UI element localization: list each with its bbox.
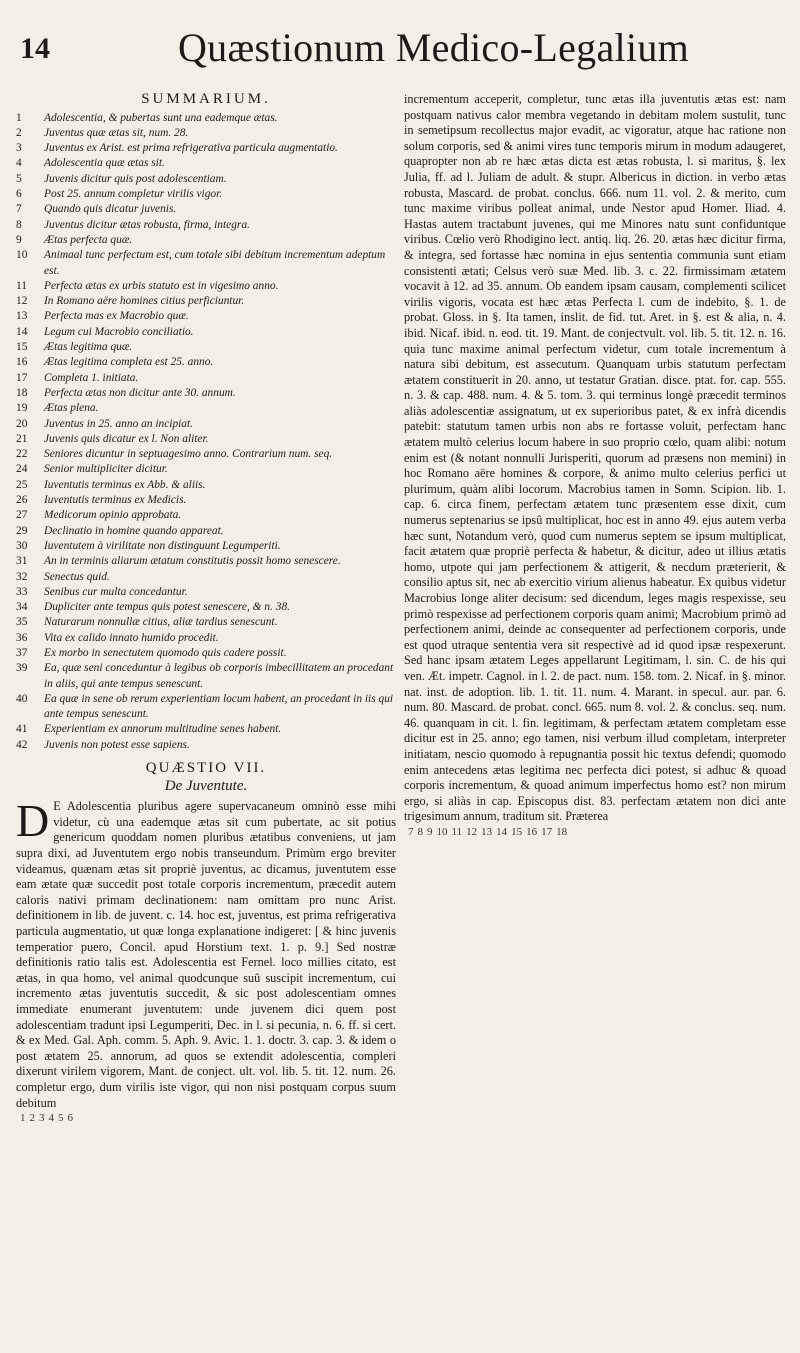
summarium-item-number: 11 bbox=[16, 279, 27, 292]
summarium-item bbox=[16, 615, 396, 630]
margin-number: 11 bbox=[451, 825, 463, 838]
summarium-item bbox=[16, 248, 396, 279]
margin-number: 17 bbox=[541, 825, 553, 838]
margin-number: 15 bbox=[511, 825, 523, 838]
margin-number: 2 bbox=[29, 1112, 35, 1125]
summarium-heading: SUMMARIUM. bbox=[141, 91, 271, 107]
page-header bbox=[0, 10, 800, 70]
summarium-item-text: Senibus cur multa concedantur. bbox=[44, 585, 188, 598]
summarium-item-text: Perfecta ætas ex urbis statuto est in vigesimo anno. bbox=[44, 279, 279, 292]
summarium-item-number: 26 bbox=[16, 494, 28, 507]
summarium-item bbox=[16, 722, 396, 737]
summarium-item-number: 12 bbox=[16, 295, 28, 308]
summarium-item-number: 15 bbox=[16, 341, 28, 354]
left-paragraph: E Adolescentia pluribus agere supervacaneum omninò esse mihi videtur, cù una eademque ætas sit cum pubertate, ac sit potius genericum quoddam nomen pluribus ætatibus conveniens, ut jam supra dixi, ad Juventutem ergo nobis transeundum. Primùm ergo breviter videamus, quænam ætas sit propriè juventus, ac dicamus, juventutem esse eam ætate quæ succedit post totale corporis incrementum, præcedit autem caloris nativi primam declinationem: nam omittam pro nunc Arist. definitionem in lib. de juvent. c. 14. hoc est, juventus, est prima refrigerativa particula augmentatio, ut quæ longa explanatione indigeret: [ & hinc juvenis temperatior puero, Concil. apud Horstium text. 1. p. 9.] Sed nostræ definitionis ratio talis est. Adolescentia est Fernel. loco millies citato, est ætas, in qua homo, vel animal quodcunque suû suscipit incrementum, cui incremento ætas juventutis succedit, & sic post adolescentiam omnes immediate enumerant juventutem: unde juvenem dici quem post adolescentiam tradunt ipsi Legumperiti, Dec. in l. si pecunia, n. 6. ff. si cert. & ex Med. Gal. Aph. comm. 5. Aph. 9. Avic. 1. 1. doctr. 3. cap. 3. & idem o post ætatem 25. annorum, ad quos se extendit adolescentia, compleri dixerunt virilem vigorem, Mant. de conject. ult. vol. lib. 5. tit. 12. num. 26. completur ergo, dum virilis iste vigor, qui non nisi postquam corpus suum debitum bbox=[16, 799, 396, 1110]
right-paragraph: incrementum acceperit, completur, tunc ætas illa juventutis ætas est: nam postquam nativus calor membra vegetando in debitam molem sustulit, tunc in semetipsum recollectus major evadit, ac vigoratur, atque hac ratione non solum corporis, sed & animi vires tunc temporis mirum in modum adaugeret, quapropter non ab re hæc ætas dicta est ætas robusta, l. si maritus, §. lex Julia, ff. ad l. Juliam de adult. & stupr. Albericus in diction. in verbo ætas robusta, Mascard. de probat. conclus. 666. num 11. vol. 2. & merito, cum tunc maxime viribus polleat animal, unde Nestor apud Homer. Iliad. 4. Hastas autem tractabunt juvenes, qui me Minores natu sunt confiduntque viribus. Cœlio verò Rhodigino lect. antiq. liq. 26. 20. ætas hæc dicitur firma, & integra, sed fortasse hæc nomina in ejus sententia communia sunt etiam consistenti ætati; Celsus verò suæ Med. lib. 3. c. 22. firmissimam ætatem vocavit à 12. ad 35. annum. Ob eandem ipsam causam, complementi scilicet virilis vigoris, vocata est hæc ætas Perfecta l. cum de indebito, §. 1. de probat. Gloss. in §. Ita tamen, inslit. de fid. tut. Aret. in §. est & alia, n. 4. ibid. Nicaf. ibid. n. eod. tit. 19. Mant. de conjectvult. vol. lib. 5. tit. 12. n. 16. quia tunc maxime animal perfectum videtur, cum totale incrementum à natura sibi debitum, est assecutum. Quanquam urbis statutum perfectam ætatem constituerit in 20. anno, ut testatur Gratian. disce. ptat. for. cap. 555. n. 3. & cap. 488. num. 4. & 5. tom. 3. qui terminus longè præcedit terminos aliàs adolescentiæ assignatum, ut ex superioribus patet, & ex infrà dicendis patebit: statutum tamen urbis non abs re fortasse voluit, perfectam hanc ætatem multò celerius locum habere in suo proprio cœlo, quam alibi: notum enim est (& notant nonnulli Jurisperiti, quorum ad præsens non memini) in hoc Romano aëre homines & corpore, & animo multo celerius perfici ut plurimum, quàm alibi locorum. Macrobius tamen in Somn. Scipion. lib. 1. cap. 6. circa finem, perfectam ætatem tunc præsentem esse dixit, cum numerus septenarius se ipsû multiplicat, hoc est in anno 49. ejus autem verba hæc sunt, Notandum verò, quod cum numerus septem se ipsum multiplicat, facit ætatem quæ propriè perfecta & habetur, & dicitur, adeo ut illius ætatis homo, utpote qui jam perfectionem & attigerit, & necdum præterierit, & consilio aptus sit, nec ab exercitio virium alienus habeatur. Ex quibus videtur Macrobius longe aliter decisum: sed dicendum, leges magis respexisse, seu primò respexisse ad perfectionem corporis quam animi; Macrobium primò ad perfectionem animi, deinde ac consequenter ad perfectionem corporis, unde est quod utraque sententia vera sit respectivè ad id quod ipsæ respexerunt. Sed hanc ipsam ætatem Leges appellarunt Legitimam, l. sin. C. de his qui ven. Æt. impetr. Cagnol. in l. 2. de pact. num. 158. tom. 2. Nicaf. in §. minor. nat. inst. de adoption. lib. 1. tit. 11. num. 4. Marant. in specul. aur. par. 6. num. 80. Mascard. de probat. concl. 665. num 8. vol. 2. & conclus. seq. num. 46. quanquam in cit. l. fin. legitimam, & perfectam ætatem completam esse dicitur est in 25. anno; ego tamen, nisi verbum illud completam, interpreter initiatam, nescio quomodo à repugnantia possit hic textus defendi; quomodo enim antecedens ætas legitima nec perfecta dici potest, si adhuc & quoad corporis incrementum, & quoad animum imperfectus homo est? non mirum ergo, si aliàs in cap. Episcopus dist. 83. perfectam ætatem non dici ante trigesimum annum, traditum sit. Præterea bbox=[404, 92, 786, 824]
summarium-item bbox=[16, 570, 396, 585]
summarium-item bbox=[16, 172, 396, 187]
margin-number: 13 bbox=[481, 825, 493, 838]
summarium-item-number: 9 bbox=[16, 233, 22, 246]
summarium-item bbox=[16, 111, 396, 126]
margin-number: 4 bbox=[48, 1112, 54, 1125]
quaestio-heading: QUÆSTIO VII. bbox=[145, 760, 267, 777]
summarium-item-text: Perfecta ætas non dicitur ante 30. annum. bbox=[44, 386, 236, 399]
summarium-item bbox=[16, 218, 396, 233]
summarium-item bbox=[16, 202, 396, 217]
summarium-item-text: Declinatio in homine quando appareat. bbox=[44, 524, 224, 537]
summarium-item-text: Juventus ex Arist. est prima refrigerativa particula augmentatio. bbox=[44, 142, 338, 155]
summarium-item-number: 35 bbox=[16, 616, 28, 629]
summarium-item-number: 21 bbox=[16, 432, 28, 445]
summarium-item-text: Ætas perfecta quæ. bbox=[44, 233, 133, 246]
summarium-item-text: Juventus quæ ætas sit, num. 28. bbox=[44, 126, 189, 139]
summarium-item-text: Iuventutem à virilitate non distinguunt Legumperiti. bbox=[44, 539, 281, 552]
summarium-item-text: Perfecta mas ex Macrobio quæ. bbox=[44, 310, 189, 323]
summarium-item bbox=[16, 187, 396, 202]
summarium-item-number: 14 bbox=[16, 325, 28, 338]
summarium-item bbox=[16, 646, 396, 661]
summarium-item-text: Adolescentia quæ ætas sit. bbox=[44, 157, 165, 170]
summarium-item bbox=[16, 294, 396, 309]
summarium-item bbox=[16, 600, 396, 615]
summarium-item-text: Post 25. annum completur virilis vigor. bbox=[44, 188, 223, 201]
summarium-item bbox=[16, 401, 396, 416]
summarium-item-number: 30 bbox=[16, 539, 28, 552]
margin-number: 3 bbox=[39, 1112, 45, 1125]
summarium-item-text: An in terminis aliarum ætatum constitutis possit homo senescere. bbox=[44, 555, 341, 568]
summarium-item bbox=[16, 539, 396, 554]
summarium-item-text: Quando quis dicatur juvenis. bbox=[44, 203, 177, 216]
quaestio-text-left bbox=[16, 795, 396, 1111]
summarium-item-text: Juventus in 25. anno an incipiat. bbox=[44, 417, 194, 430]
summarium-item-number: 7 bbox=[16, 203, 22, 216]
summarium-item-text: Completa 1. initiata. bbox=[44, 371, 139, 384]
summarium-item bbox=[16, 371, 396, 386]
summarium-item-text: Ea, quæ seni conceduntur à legibus ob corporis imbecillitatem an procedant in aliis, qui ante tempus senescunt. bbox=[44, 662, 394, 690]
summarium-item-number: 20 bbox=[16, 417, 28, 430]
summarium-item bbox=[16, 141, 396, 156]
summarium-item-text: Ætas plena. bbox=[44, 402, 99, 415]
summarium-item-text: Vita ex calido innato humido procedit. bbox=[44, 631, 219, 644]
summarium-item-number: 13 bbox=[16, 310, 28, 323]
summarium-item-number: 39 bbox=[16, 662, 28, 675]
summarium-item-text: Adolescentia, & pubertas sunt una eademque ætas. bbox=[44, 111, 278, 124]
summarium-item bbox=[16, 631, 396, 646]
summarium-item-text: Dupliciter ante tempus quis potest senescere, & n. 38. bbox=[44, 601, 291, 614]
summarium-item bbox=[16, 554, 396, 569]
margin-number: 14 bbox=[496, 825, 508, 838]
summarium-item-number: 33 bbox=[16, 585, 28, 598]
summarium-item-number: 36 bbox=[16, 631, 28, 644]
summarium-item bbox=[16, 493, 396, 508]
summarium-item bbox=[16, 309, 396, 324]
summarium-item-text: Experientiam ex annorum multitudine senes habent. bbox=[44, 723, 282, 736]
summarium-item-number: 17 bbox=[16, 371, 28, 384]
summarium-item-number: 18 bbox=[16, 386, 28, 399]
summarium-item-number: 4 bbox=[16, 157, 22, 170]
summarium-item-number: 5 bbox=[16, 172, 22, 185]
running-title: Quæstionum Medico-Legalium bbox=[178, 25, 690, 70]
left-column bbox=[16, 92, 396, 1127]
summarium-item-text: Naturarum nonnullæ citius, aliæ tardius senescunt. bbox=[44, 616, 278, 629]
margin-number: 6 bbox=[67, 1112, 73, 1125]
summarium-item-text: In Romano aëre homines citius perficiuntur. bbox=[44, 295, 245, 308]
margin-number: 18 bbox=[556, 825, 568, 838]
summarium-item-number: 22 bbox=[16, 448, 28, 461]
left-margin-numbers bbox=[16, 1111, 396, 1127]
summarium-item-text: Juvenis non potest esse sapiens. bbox=[44, 738, 190, 751]
margin-number: 8 bbox=[417, 825, 423, 838]
summarium-item-number: 8 bbox=[16, 218, 22, 231]
margin-number: 10 bbox=[436, 825, 448, 838]
summarium-item-number: 16 bbox=[16, 356, 28, 369]
summarium-item bbox=[16, 340, 396, 355]
summarium-item-text: Legum cui Macrobio conciliatio. bbox=[44, 325, 194, 338]
summarium-item-text: Ætas legitima completa est 25. anno. bbox=[44, 356, 214, 369]
summarium-item-number: 25 bbox=[16, 478, 28, 491]
margin-number: 5 bbox=[58, 1112, 64, 1125]
summarium-item-number: 41 bbox=[16, 723, 28, 736]
summarium-item-number: 2 bbox=[16, 126, 22, 139]
summarium-item bbox=[16, 279, 396, 294]
right-margin-numbers bbox=[404, 825, 786, 841]
summarium-item-number: 6 bbox=[16, 188, 22, 201]
summarium-item-number: 29 bbox=[16, 524, 28, 537]
summarium-item bbox=[16, 417, 396, 432]
summarium-item bbox=[16, 386, 396, 401]
summarium-list bbox=[16, 111, 396, 753]
summarium-item-text: Seniores dicuntur in septuagesimo anno. Contrarium num. seq. bbox=[44, 448, 333, 461]
summarium-item bbox=[16, 126, 396, 141]
summarium-item-text: Ex morbo in senectutem quomodo quis cadere possit. bbox=[44, 646, 287, 659]
margin-number: 16 bbox=[526, 825, 538, 838]
drop-cap: D bbox=[16, 795, 50, 847]
summarium-item-text: Senior multipliciter dicitur. bbox=[44, 463, 168, 476]
margin-number: 12 bbox=[466, 825, 478, 838]
summarium-item-number: 31 bbox=[16, 555, 28, 568]
right-column bbox=[404, 92, 786, 841]
summarium-item-number: 37 bbox=[16, 646, 28, 659]
summarium-item-number: 10 bbox=[16, 249, 28, 262]
summarium-item bbox=[16, 585, 396, 600]
summarium-item-text: Iuventutis terminus ex Abb. & aliis. bbox=[44, 478, 206, 491]
summarium-item bbox=[16, 692, 396, 723]
summarium-item bbox=[16, 462, 396, 477]
summarium-item bbox=[16, 156, 396, 171]
summarium-item-number: 34 bbox=[16, 601, 28, 614]
summarium-item-number: 19 bbox=[16, 402, 28, 415]
margin-number: 9 bbox=[427, 825, 433, 838]
summarium-item-text: Medicorum opinio approbata. bbox=[44, 509, 182, 522]
summarium-item-text: Juvenis quis dicatur ex l. Non aliter. bbox=[44, 432, 209, 445]
quaestio-subtitle: De Juventute. bbox=[164, 777, 248, 794]
summarium-item-number: 27 bbox=[16, 509, 28, 522]
summarium-item-text: Iuventutis terminus ex Medicis. bbox=[44, 494, 187, 507]
summarium-item-text: Ea quæ in sene ob rerum experientiam locum habent, an procedant in iis qui ante tempus senescunt. bbox=[44, 692, 394, 721]
summarium-item bbox=[16, 432, 396, 447]
summarium-item bbox=[16, 325, 396, 340]
summarium-item-number: 40 bbox=[16, 692, 28, 705]
summarium-item bbox=[16, 508, 396, 523]
margin-number: 7 bbox=[408, 825, 414, 838]
summarium-item-number: 1 bbox=[16, 111, 22, 124]
summarium-item-number: 42 bbox=[16, 738, 28, 751]
summarium-item-number: 24 bbox=[16, 463, 28, 476]
summarium-item bbox=[16, 661, 396, 692]
summarium-item-text: Senectus quid. bbox=[44, 570, 110, 583]
summarium-item bbox=[16, 447, 396, 462]
summarium-item bbox=[16, 233, 396, 248]
page-number: 14 bbox=[20, 32, 50, 65]
summarium-item bbox=[16, 478, 396, 493]
summarium-item-number: 32 bbox=[16, 570, 28, 583]
summarium-item-text: Ætas legitima quæ. bbox=[44, 341, 133, 354]
summarium-item-number: 3 bbox=[16, 142, 22, 155]
summarium-item bbox=[16, 524, 396, 539]
summarium-item-text: Animaal tunc perfectum est, cum totale sibi debitum incrementum adeptum est. bbox=[44, 249, 386, 277]
summarium-item bbox=[16, 355, 396, 370]
summarium-item-text: Juventus dicitur ætas robusta, firma, integra. bbox=[44, 218, 250, 231]
margin-number: 1 bbox=[20, 1112, 26, 1125]
summarium-item bbox=[16, 738, 396, 753]
summarium-item-text: Juvenis dicitur quis post adolescentiam. bbox=[44, 172, 227, 185]
